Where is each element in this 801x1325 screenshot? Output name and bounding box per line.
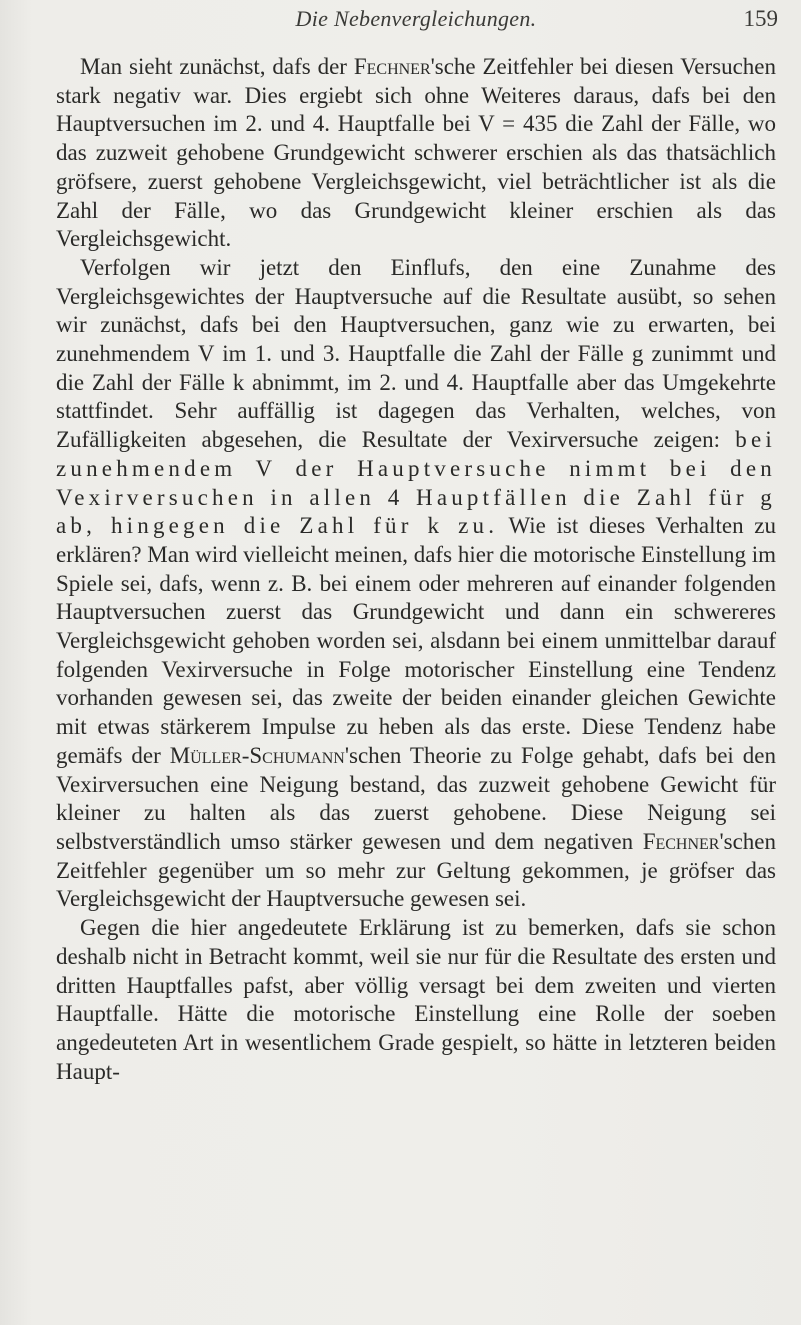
page-header xyxy=(54,6,778,46)
small-caps-name: Müller-Schumann xyxy=(169,742,345,768)
paragraph-1 xyxy=(56,53,776,254)
paragraph-2 xyxy=(56,254,776,914)
paragraph-3 xyxy=(56,914,776,1086)
text-run: 'sche Zeitfehler bei diesen Versuchen stark negativ war. Dies ergiebt sich ohne Weiteres daraus, dafs bei den Hauptversuchen im 2. und 4. Hauptfalle bei V = 435 die Zahl der Fälle, wo das zuzweit gehobene Grundgewicht schwerer erschien als das thatsächlich gröfsere, zuerst gehobene Vergleichsgewicht, viel beträchtlicher ist als die Zahl der Fälle, wo das Grundgewicht kleiner erschien als das Vergleichsgewicht. xyxy=(56,54,776,252)
running-head: Die Nebenvergleichungen. xyxy=(295,6,537,31)
text-run: Verfolgen wir jetzt den Einflufs, den eine Zunahme des Vergleichsgewichtes der Hauptversuche auf die Resultate ausübt, so sehen wir zunächst, dafs bei den Hauptversuchen, ganz wie zu erwarten, bei zunehmendem V im 1. und 3. Hauptfalle die Zahl der Fälle g zunimmt und die Zahl der Fälle k abnimmt, im 2. und 4. Hauptfalle aber das Umgekehrte stattfindet. Sehr auffällig ist dagegen das Verhalten, welches, von Zufälligkeiten abgesehen, die Resultate der Vexirversuche zeigen: xyxy=(56,254,776,453)
text-run: 'schen Zeitfehler gegenüber um so mehr zur Geltung gekommen, je gröfser das Vergleichsgewicht der Hauptversuche gewesen sei. xyxy=(56,828,776,912)
text-run: 'schen Theorie zu Folge gehabt, dafs bei den Vexirversuchen eine Neigung bestand, das zuzweit gehobene Gewicht für kleiner zu halten als das zuerst gehobene. Diese Neigung sei selbstverständlich umso stärker gewesen und dem negativen xyxy=(56,742,776,854)
text-run: Gegen die hier angedeutete Erklärung ist zu bemerken, dafs sie schon deshalb nicht in Betracht kommt, weil sie nur für die Resultate des ersten und dritten Hauptfalles pafst, aber völlig versagt bei dem zweiten und vierten Hauptfalle. Hätte die motorische Einstellung eine Rolle der soeben angedeuteten Art in wesentlichem Grade gespielt, so hätte in letzteren beiden Haupt- xyxy=(56,915,776,1084)
spaced-emphasis: bei zunehmendem V der Hauptversuche nimmt bei den Vexirversuchen in allen 4 Hauptfällen die Zahl für g ab, hingegen die Zahl für k zu. xyxy=(56,427,776,539)
small-caps-name: Fechner xyxy=(353,54,431,79)
text-run: Man sieht zunächst, dafs der xyxy=(80,54,354,79)
text-run: Wie ist dieses Verhalten zu erklären? Man wird vielleicht meinen, dafs hier die motorische Einstellung im Spiele sei, dafs, wenn z. B. bei einem oder mehreren auf einander folgenden Hauptversuchen zuerst das Grundgewicht und dann ein schwereres Vergleichsgewicht gehoben worden sei, alsdann bei einem unmittelbar darauf folgenden Vexirversuche in Folge motorischer Einstellung eine Tendenz vorhanden gewesen sei, das zweite der beiden einander gleichen Gewichte mit etwas stärkerem Impulse zu heben als das erste. Diese Tendenz habe gemäfs der xyxy=(56,513,776,768)
page-number: 159 xyxy=(743,6,778,31)
body-text xyxy=(56,53,776,1086)
small-caps-name: Fechner xyxy=(642,828,720,854)
